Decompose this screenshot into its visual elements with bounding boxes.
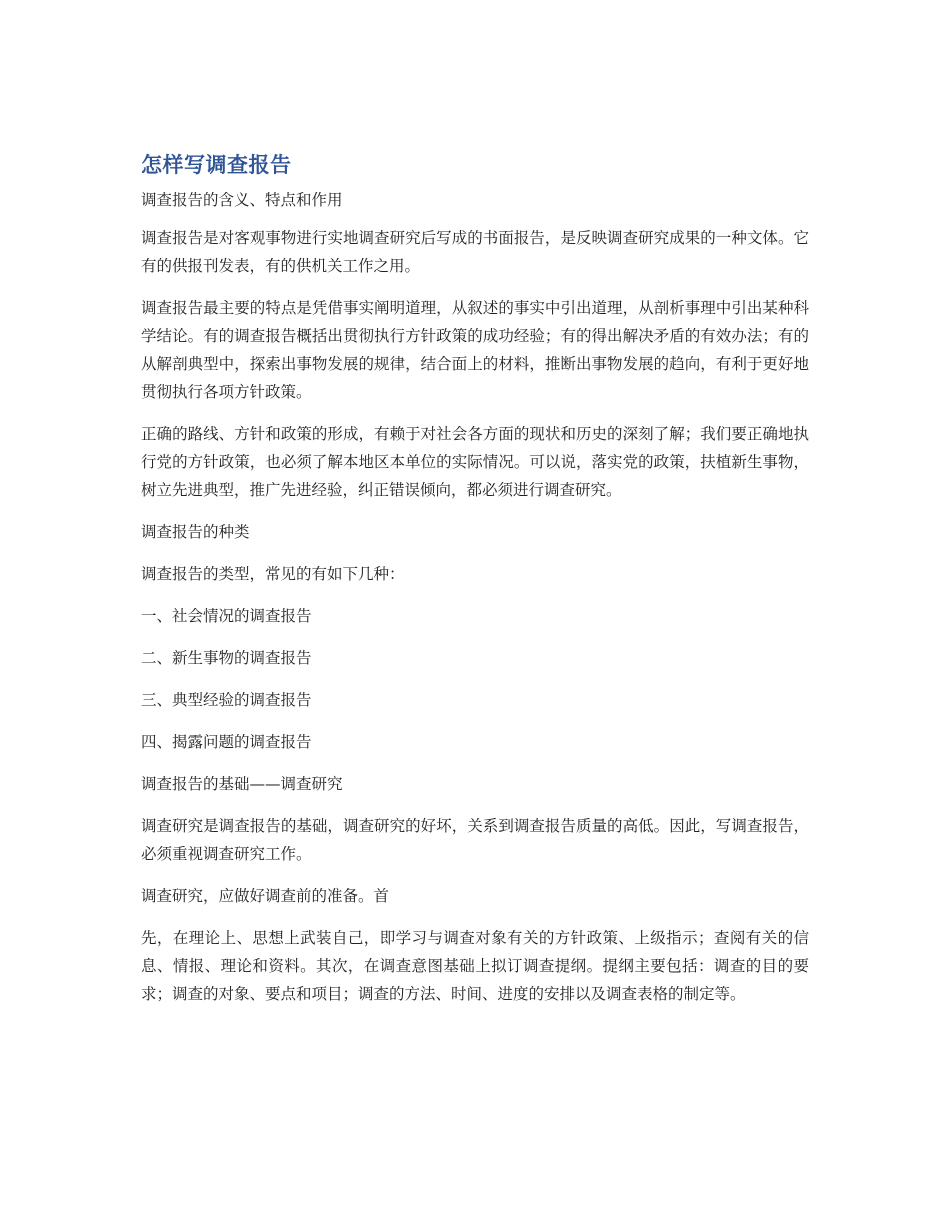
document-body: [141, 150, 809, 1022]
paragraph-preparation-details: 先，在理论上、思想上武装自己，即学习与调查对象有关的方针政策、上级指示；查阅有关的信息、情报、理论和资料。其次，在调查意图基础上拟订调查提纲。提纲主要包括：调查的目的要求；调查的对象、要点和项目；调查的方法、时间、进度的安排以及调查表格的制定等。: [141, 929, 809, 1003]
paragraph-preparation: 调查研究，应做好调查前的准备。首: [141, 887, 390, 905]
section-heading-foundation: 调查报告的基础——调查研究: [141, 775, 343, 793]
document-title: 怎样写调查报告: [141, 153, 292, 177]
list-item-type-4: 四、揭露问题的调查报告: [141, 733, 312, 751]
paragraph-types-intro: 调查报告的类型，常见的有如下几种：: [141, 565, 405, 583]
list-item-type-2: 二、新生事物的调查报告: [141, 649, 312, 667]
paragraph-characteristics: 调查报告最主要的特点是凭借事实阐明道理，从叙述的事实中引出道理，从剖析事理中引出某种科学结论。有的调查报告概括出贯彻执行方针政策的成功经验；有的得出解决矛盾的有效办法；有的从解剖典型中，探索出事物发展的规律，结合面上的材料，推断出事物发展的趋向，有利于更好地贯彻执行各项方针政策。: [141, 299, 809, 401]
list-item-type-3: 三、典型经验的调查报告: [141, 691, 312, 709]
section-heading-types: 调查报告的种类: [141, 523, 250, 541]
paragraph-foundation: 调查研究是调查报告的基础，调查研究的好坏，关系到调查报告质量的高低。因此，写调查报告，必须重视调查研究工作。: [141, 817, 809, 863]
section-heading-meaning: 调查报告的含义、特点和作用: [141, 191, 343, 209]
list-item-type-1: 一、社会情况的调查报告: [141, 607, 312, 625]
paragraph-importance: 正确的路线、方针和政策的形成，有赖于对社会各方面的现状和历史的深刻了解；我们要正确地执行党的方针政策，也必须了解本地区本单位的实际情况。可以说，落实党的政策，扶植新生事物，树立先进典型，推广先进经验，纠正错误倾向，都必须进行调查研究。: [141, 425, 809, 499]
paragraph-definition: 调查报告是对客观事物进行实地调查研究后写成的书面报告，是反映调查研究成果的一种文体。它有的供报刊发表，有的供机关工作之用。: [141, 229, 809, 275]
